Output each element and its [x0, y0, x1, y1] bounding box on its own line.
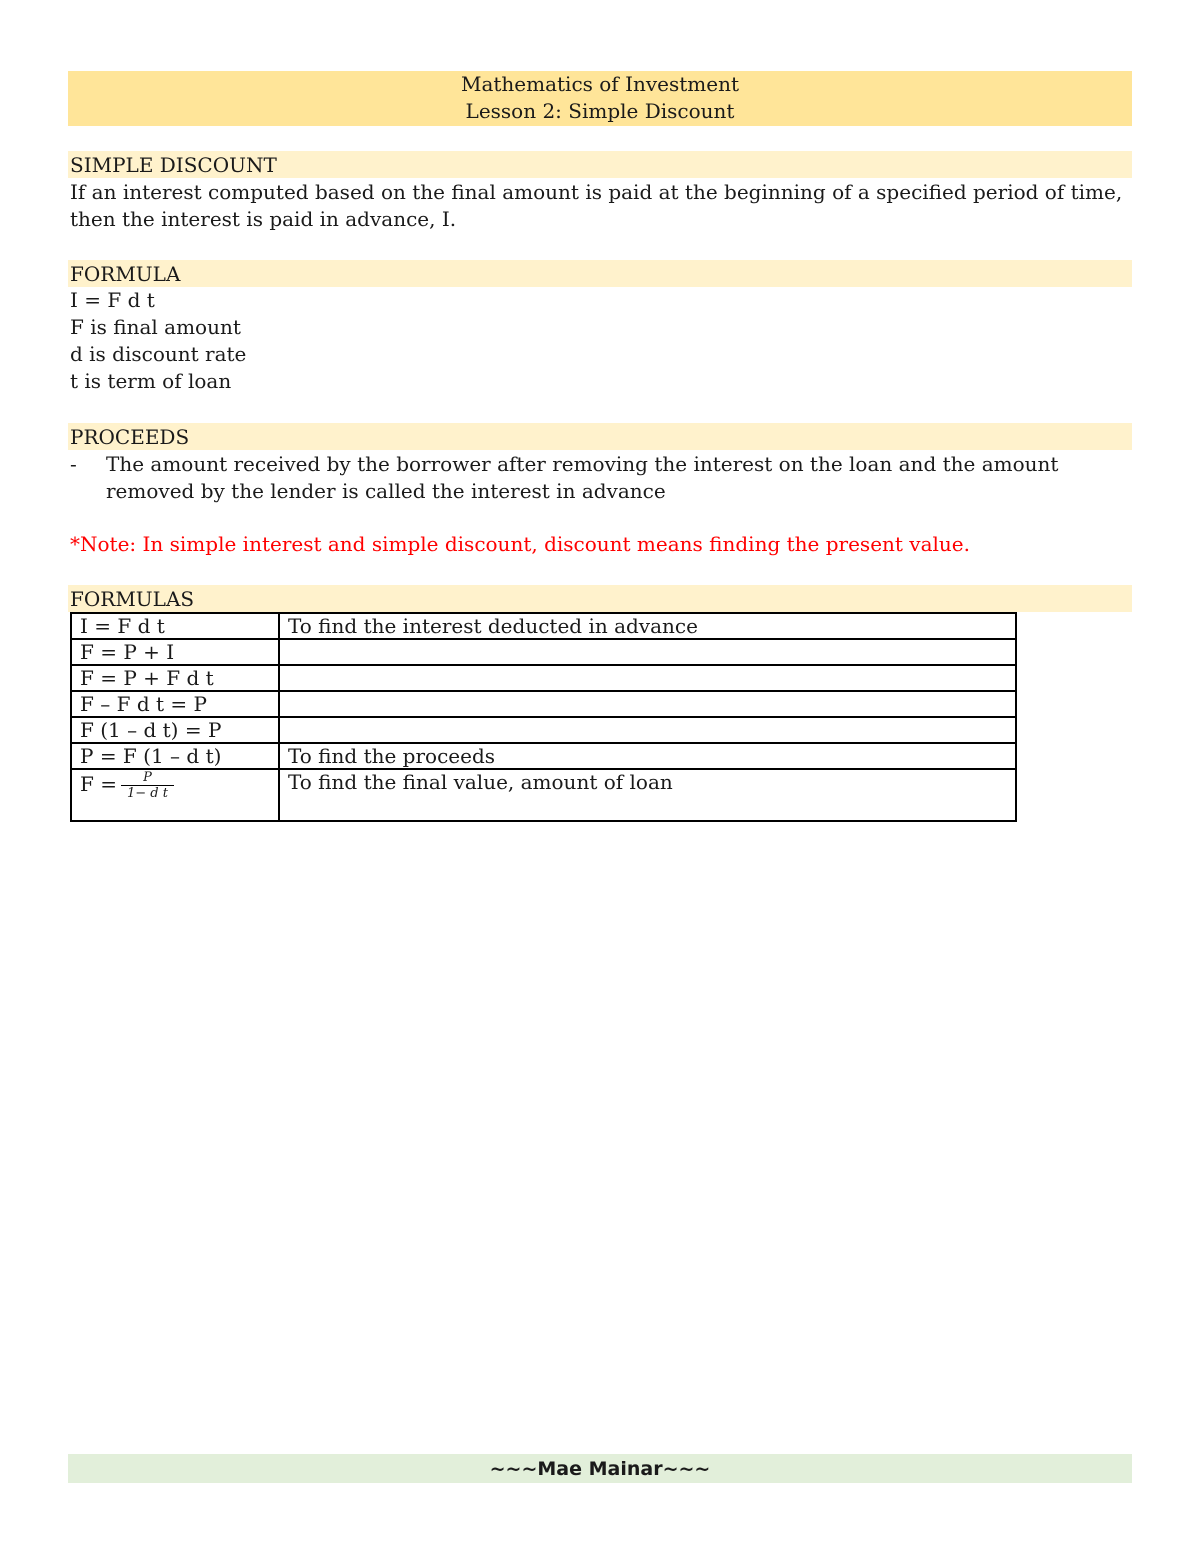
- formula-cell: F (1 – d t) = P: [71, 717, 279, 743]
- formula-line: I = F d t: [70, 288, 155, 312]
- simple-discount-heading: SIMPLE DISCOUNT: [68, 151, 1132, 178]
- formula-definition-f: F is final amount: [70, 315, 241, 339]
- proceeds-bullet: -: [70, 452, 77, 476]
- table-row: [71, 769, 1016, 821]
- formula-cell: I = F d t: [71, 613, 279, 639]
- formula-cell-fraction: [71, 769, 279, 821]
- fraction-numerator: P: [121, 770, 174, 786]
- description-cell: [279, 691, 1016, 717]
- fraction: [121, 770, 174, 801]
- table-row: [71, 717, 1016, 743]
- table-row: [71, 665, 1016, 691]
- footer-band: [68, 1454, 1132, 1483]
- table-row: [71, 613, 1016, 639]
- simple-discount-text: If an interest computed based on the final amount is paid at the beginning of a specified period of time, then the interest is paid in advance, I.: [70, 180, 1123, 231]
- formula-definition-t: t is term of loan: [70, 369, 232, 393]
- formula-cell: F – F d t = P: [71, 691, 279, 717]
- description-cell: To find the proceeds: [279, 743, 1016, 769]
- description-cell: [279, 639, 1016, 665]
- description-cell: [279, 717, 1016, 743]
- table-row: [71, 639, 1016, 665]
- course-title: Mathematics of Investment: [460, 72, 740, 96]
- fraction-lhs: F =: [80, 772, 117, 796]
- fraction-denominator: 1− d t: [127, 786, 168, 801]
- formula-heading: FORMULA: [68, 260, 1132, 287]
- formulas-table: [70, 612, 1017, 822]
- formula-cell: F = P + F d t: [71, 665, 279, 691]
- table-row: [71, 743, 1016, 769]
- table-row: [71, 691, 1016, 717]
- formula-cell: F = P + I: [71, 639, 279, 665]
- formula-definition-d: d is discount rate: [70, 342, 247, 366]
- proceeds-heading: PROCEEDS: [68, 423, 1132, 450]
- formulas-heading: FORMULAS: [68, 585, 1132, 612]
- description-cell: [279, 665, 1016, 691]
- description-cell: To find the interest deducted in advance: [279, 613, 1016, 639]
- title-band: [68, 71, 1132, 126]
- lesson-title: Lesson 2: Simple Discount: [465, 99, 735, 123]
- author-signature: ~~~Mae Mainar~~~: [489, 1458, 711, 1480]
- note-text: *Note: In simple interest and simple discount, discount means finding the present value.: [70, 532, 970, 556]
- description-cell: To find the final value, amount of loan: [279, 769, 1016, 821]
- proceeds-text: The amount received by the borrower after removing the interest on the loan and the amount removed by the lender is called the interest in advance: [106, 452, 1059, 503]
- formula-cell: P = F (1 – d t): [71, 743, 279, 769]
